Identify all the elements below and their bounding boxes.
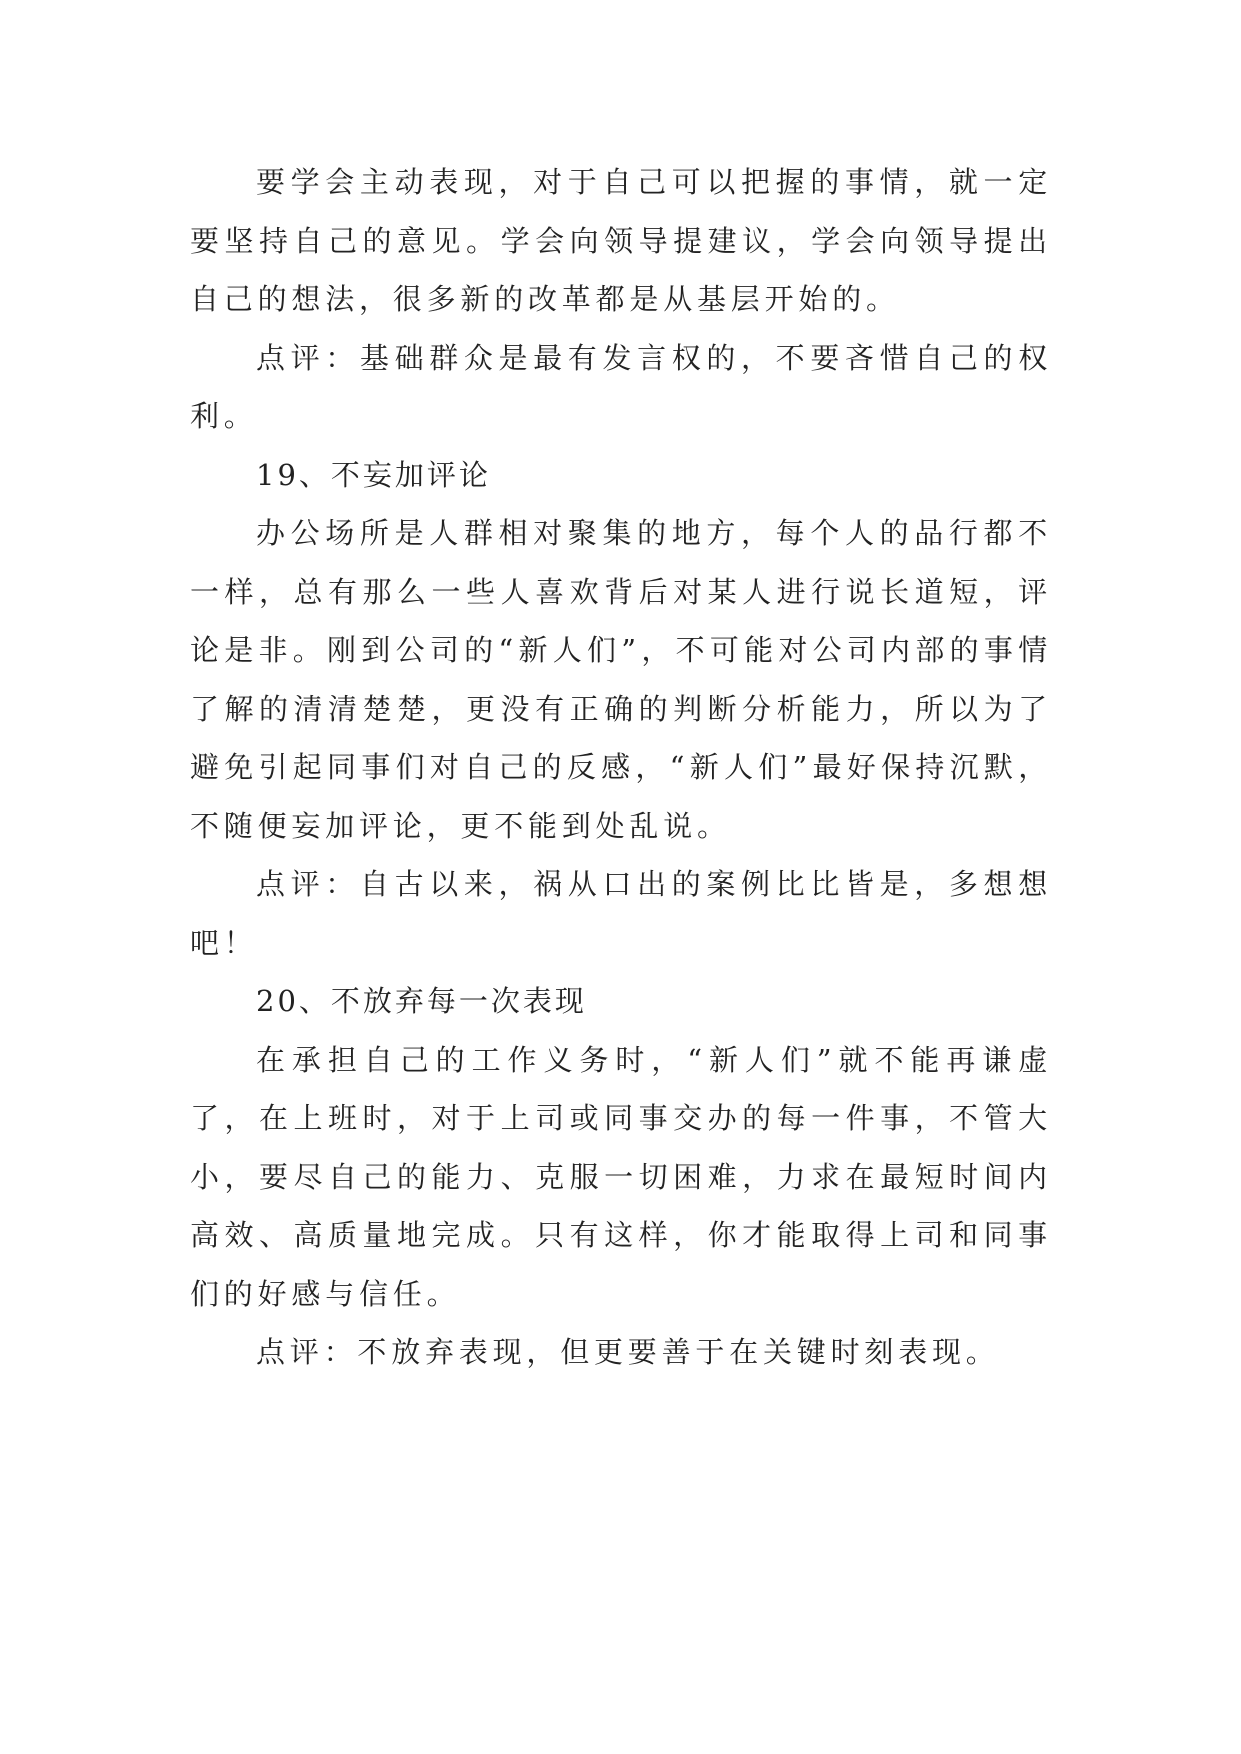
comment-paragraph-2: 点评：自古以来，祸从口出的案例比比皆是，多想想吧！ bbox=[190, 867, 1052, 960]
paragraph-every-chance: 在承担自己的工作义务时，“新人们”就不能再谦虚了，在上班时，对于上司或同事交办的每一件事，不管大小，要尽自己的能力、克服一切困难，力求在最短时间内高效、高质量地完成。只有这样，你才能取得上司和同事们的好感与信任。 bbox=[190, 1042, 1052, 1311]
comment-paragraph-3: 点评：不放弃表现，但更要善于在关键时刻表现。 bbox=[256, 1335, 1000, 1369]
section-heading-20: 20、不放弃每一次表现 bbox=[256, 984, 587, 1018]
document-page bbox=[190, 153, 1052, 1382]
paragraph-active-performance: 要学会主动表现，对于自己可以把握的事情，就一定要坚持自己的意见。学会向领导提建议，学会向领导提出自己的想法，很多新的改革都是从基层开始的。 bbox=[190, 165, 1052, 316]
paragraph-no-gossip: 办公场所是人群相对聚集的地方，每个人的品行都不一样，总有那么一些人喜欢背后对某人进行说长道短，评论是非。刚到公司的“新人们”，不可能对公司内部的事情了解的清清楚楚，更没有正确的判断分析能力，所以为了避免引起同事们对自己的反感，“新人们”最好保持沉默，不随便妄加评论，更不能到处乱说。 bbox=[190, 516, 1052, 843]
section-heading-19: 19、不妄加评论 bbox=[256, 457, 491, 492]
comment-paragraph-1: 点评：基础群众是最有发言权的，不要吝惜自己的权利。 bbox=[190, 340, 1052, 433]
